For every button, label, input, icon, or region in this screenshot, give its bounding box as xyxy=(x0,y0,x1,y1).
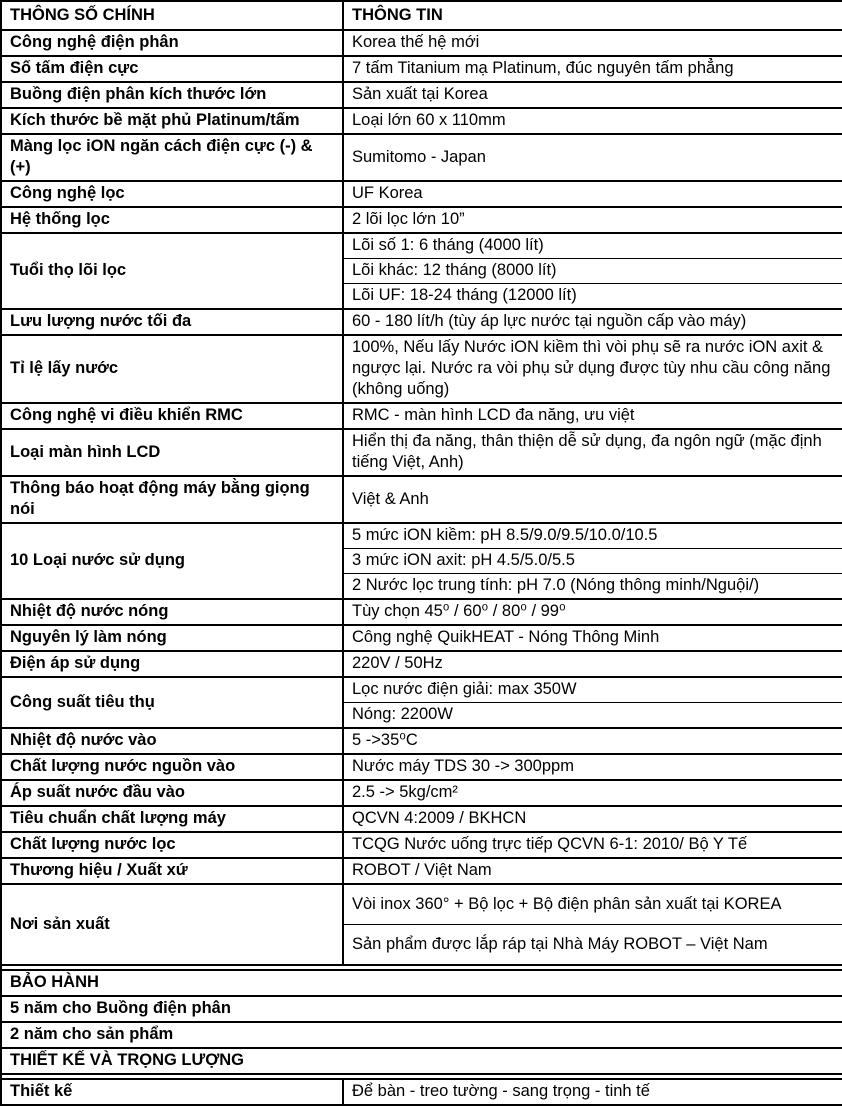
spec-value: Lọc nước điện giải: max 350W xyxy=(343,677,842,703)
spec-value: Sumitomo - Japan xyxy=(343,134,842,181)
spec-value: 2 lõi lọc lớn 10” xyxy=(343,207,842,233)
column-header-thong-tin: THÔNG TIN xyxy=(343,1,842,30)
table-row xyxy=(1,56,842,82)
spec-label: Thiết kế xyxy=(1,1079,343,1105)
spec-label: Màng lọc iON ngăn cách điện cực (-) & (+) xyxy=(1,134,343,181)
table-row xyxy=(1,309,842,335)
spec-value: Nóng: 2200W xyxy=(343,703,842,729)
full-row xyxy=(1,996,842,1022)
table-row xyxy=(1,233,842,259)
spec-value: ROBOT / Việt Nam xyxy=(343,858,842,884)
spec-value: Tùy chọn 45⁰ / 60⁰ / 80⁰ / 99⁰ xyxy=(343,599,842,625)
table-row xyxy=(1,476,842,523)
spec-label: Điện áp sử dụng xyxy=(1,651,343,677)
table-row xyxy=(1,82,842,108)
table-row xyxy=(1,1079,842,1105)
spec-value: 220V / 50Hz xyxy=(343,651,842,677)
spec-value: UF Korea xyxy=(343,181,842,207)
full-row xyxy=(1,1022,842,1048)
spec-label: Chất lượng nước lọc xyxy=(1,832,343,858)
column-header-thong-so-chinh: THÔNG SỐ CHÍNH xyxy=(1,1,343,30)
spec-value: 7 tấm Titanium mạ Platinum, đúc nguyên tấm phẳng xyxy=(343,56,842,82)
spec-label: Áp suất nước đầu vào xyxy=(1,780,343,806)
spec-label: Công nghệ lọc xyxy=(1,181,343,207)
spec-label: Chất lượng nước nguồn vào xyxy=(1,754,343,780)
table-row xyxy=(1,806,842,832)
table-row xyxy=(1,335,842,403)
spec-value: 100%, Nếu lấy Nước iON kiềm thì vòi phụ sẽ ra nước iON axit & ngược lại. Nước ra vòi phụ sử dụng được tùy nhu cầu công năng (không uống) xyxy=(343,335,842,403)
full-row-label: 2 năm cho sản phẩm xyxy=(1,1022,842,1048)
spec-value: Việt & Anh xyxy=(343,476,842,523)
header-row xyxy=(1,1,842,30)
table-row xyxy=(1,884,842,925)
table-row xyxy=(1,599,842,625)
section-row xyxy=(1,970,842,996)
spec-table-body xyxy=(1,30,842,1105)
table-row xyxy=(1,754,842,780)
spec-label: Tỉ lệ lấy nước xyxy=(1,335,343,403)
spec-value: RMC - màn hình LCD đa năng, ưu việt xyxy=(343,403,842,429)
spec-value: 5 ->35⁰C xyxy=(343,728,842,754)
spec-value: Để bàn - treo tường - sang trọng - tinh tế xyxy=(343,1079,842,1105)
spec-label: Công nghệ điện phân xyxy=(1,30,343,56)
spec-label: Nguyên lý làm nóng xyxy=(1,625,343,651)
spec-label: Tuổi thọ lõi lọc xyxy=(1,233,343,309)
spec-label: Lưu lượng nước tối đa xyxy=(1,309,343,335)
spec-value: 2.5 -> 5kg/cm² xyxy=(343,780,842,806)
table-row xyxy=(1,403,842,429)
spec-value: TCQG Nước uống trực tiếp QCVN 6-1: 2010/ Bộ Y Tế xyxy=(343,832,842,858)
spec-label: Công nghệ vi điều khiển RMC xyxy=(1,403,343,429)
table-row xyxy=(1,181,842,207)
table-row xyxy=(1,651,842,677)
spec-value: 2 Nước lọc trung tính: pH 7.0 (Nóng thông minh/Nguội/) xyxy=(343,574,842,600)
table-row xyxy=(1,728,842,754)
spec-value: QCVN 4:2009 / BKHCN xyxy=(343,806,842,832)
spec-label: 10 Loại nước sử dụng xyxy=(1,523,343,599)
spec-label: Tiêu chuẩn chất lượng máy xyxy=(1,806,343,832)
section-row xyxy=(1,1048,842,1074)
spec-label: Nhiệt độ nước vào xyxy=(1,728,343,754)
spec-value: 5 mức iON kiềm: pH 8.5/9.0/9.5/10.0/10.5 xyxy=(343,523,842,549)
spec-label: Kích thước bề mặt phủ Platinum/tấm xyxy=(1,108,343,134)
table-row xyxy=(1,429,842,476)
table-row xyxy=(1,108,842,134)
spec-label: Buồng điện phân kích thước lớn xyxy=(1,82,343,108)
spec-label: Hệ thống lọc xyxy=(1,207,343,233)
spec-label: Thương hiệu / Xuất xứ xyxy=(1,858,343,884)
table-row xyxy=(1,677,842,703)
spec-value: Korea thế hệ mới xyxy=(343,30,842,56)
spec-value: 60 - 180 lít/h (tùy áp lực nước tại nguồn cấp vào máy) xyxy=(343,309,842,335)
table-row xyxy=(1,523,842,549)
table-row xyxy=(1,30,842,56)
spec-label: Công suất tiêu thụ xyxy=(1,677,343,728)
spec-value: Loại lớn 60 x 110mm xyxy=(343,108,842,134)
spec-value: Lõi khác: 12 tháng (8000 lít) xyxy=(343,259,842,284)
spec-value: Vòi inox 360° + Bộ lọc + Bộ điện phân sản xuất tại KOREA xyxy=(343,884,842,925)
section-label: BẢO HÀNH xyxy=(1,970,842,996)
spec-label: Nhiệt độ nước nóng xyxy=(1,599,343,625)
spec-value: Công nghệ QuikHEAT - Nóng Thông Minh xyxy=(343,625,842,651)
table-row xyxy=(1,207,842,233)
spec-label: Nơi sản xuất xyxy=(1,884,343,965)
spec-value: Lõi số 1: 6 tháng (4000 lít) xyxy=(343,233,842,259)
table-row xyxy=(1,625,842,651)
spec-label: Số tấm điện cực xyxy=(1,56,343,82)
spec-value: Sản xuất tại Korea xyxy=(343,82,842,108)
table-row xyxy=(1,780,842,806)
spec-value: 3 mức iON axit: pH 4.5/5.0/5.5 xyxy=(343,549,842,574)
spec-label: Thông báo hoạt động máy bằng giọng nói xyxy=(1,476,343,523)
table-row xyxy=(1,858,842,884)
section-label: THIẾT KẾ VÀ TRỌNG LƯỢNG xyxy=(1,1048,842,1074)
spec-value: Nước máy TDS 30 -> 300ppm xyxy=(343,754,842,780)
spec-value: Hiển thị đa năng, thân thiện dễ sử dụng, đa ngôn ngữ (mặc định tiếng Việt, Anh) xyxy=(343,429,842,476)
spec-label: Loại màn hình LCD xyxy=(1,429,343,476)
full-row-label: 5 năm cho Buồng điện phân xyxy=(1,996,842,1022)
spec-value: Lõi UF: 18-24 tháng (12000 lít) xyxy=(343,284,842,310)
table-row xyxy=(1,832,842,858)
table-row xyxy=(1,134,842,181)
spec-value: Sản phẩm được lắp ráp tại Nhà Máy ROBOT – Việt Nam xyxy=(343,925,842,966)
